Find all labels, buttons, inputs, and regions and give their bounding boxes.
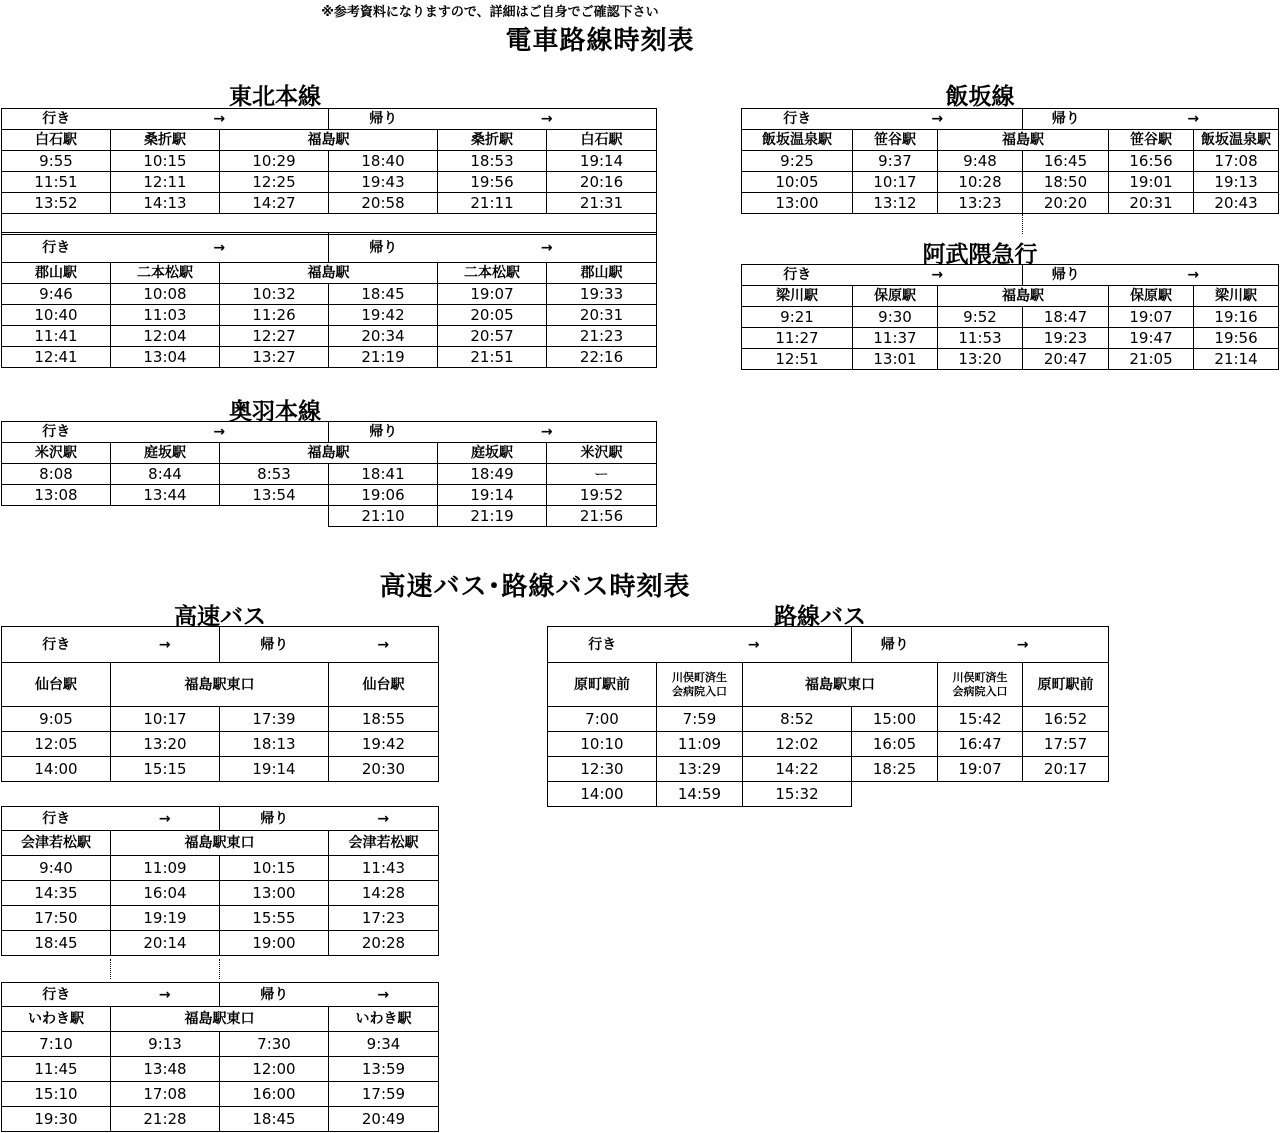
- arrow-icon: →: [853, 265, 1023, 286]
- arrow-icon: →: [657, 627, 852, 663]
- time-cell: 9:21: [742, 307, 853, 328]
- time-cell: 21:56: [547, 506, 657, 527]
- time-cell: 8:53: [220, 464, 329, 485]
- time-cell: 13:00: [220, 881, 329, 906]
- station-header: 福島駅: [220, 263, 438, 284]
- outbound-label: 行き: [2, 109, 111, 130]
- time-cell: 20:16: [547, 172, 657, 193]
- time-cell: 14:22: [743, 757, 852, 782]
- time-cell: 17:08: [1194, 151, 1279, 172]
- station-header: 飯坂温泉駅: [1194, 130, 1279, 151]
- arrow-icon: →: [111, 807, 220, 831]
- station-header: 福島駅: [220, 130, 438, 151]
- time-cell: 9:48: [938, 151, 1023, 172]
- return-label: 帰り: [220, 807, 329, 831]
- station-header: 庭坂駅: [111, 443, 220, 464]
- time-cell: 21:19: [329, 347, 438, 368]
- time-cell: 13:20: [938, 349, 1023, 370]
- return-label: 帰り: [220, 627, 329, 663]
- time-cell: 19:47: [1109, 328, 1194, 349]
- return-label: 帰り: [220, 983, 329, 1007]
- time-cell: 17:39: [220, 707, 329, 732]
- highway-bus-iwaki-timetable: [1, 982, 439, 1132]
- table-row: [2, 1107, 439, 1132]
- time-cell: 19:06: [329, 485, 438, 506]
- time-cell: 18:45: [329, 284, 438, 305]
- time-cell: 14:27: [220, 193, 329, 214]
- table-row: [742, 151, 1279, 172]
- table-row: [548, 707, 1109, 732]
- time-cell: 19:14: [547, 151, 657, 172]
- ou-line-title: 奥羽本線: [229, 399, 321, 425]
- time-cell: 17:57: [1023, 732, 1109, 757]
- time-cell: 18:49: [438, 464, 547, 485]
- time-cell: 12:02: [743, 732, 852, 757]
- time-cell: 19:56: [1194, 328, 1279, 349]
- time-cell: 11:03: [111, 305, 220, 326]
- time-cell: 20:05: [438, 305, 547, 326]
- table-row: [2, 906, 439, 931]
- table-row: [2, 464, 657, 485]
- station-header: 笹谷駅: [853, 130, 938, 151]
- time-cell: 9:46: [2, 284, 111, 305]
- return-label: 帰り: [329, 109, 438, 130]
- time-cell: 18:55: [329, 707, 439, 732]
- time-cell: 11:53: [938, 328, 1023, 349]
- station-header: 庭坂駅: [438, 443, 547, 464]
- arrow-icon: →: [438, 422, 657, 443]
- table-row: [742, 328, 1279, 349]
- time-cell: 14:00: [548, 782, 657, 807]
- time-cell: 20:20: [1023, 193, 1109, 214]
- time-cell: 9:40: [2, 856, 111, 881]
- local-bus-timetable: [547, 626, 1109, 807]
- station-header: 川俣町済生 会病院入口: [938, 663, 1023, 707]
- station-header: 仙台駅: [329, 663, 439, 707]
- time-cell: 20:58: [329, 193, 438, 214]
- station-header: 米沢駅: [547, 443, 657, 464]
- time-cell: 19:14: [438, 485, 547, 506]
- return-label: 帰り: [852, 627, 938, 663]
- abukuma-timetable: [741, 264, 1279, 370]
- time-cell: 14:35: [2, 881, 111, 906]
- station-header: 二本松駅: [438, 263, 547, 284]
- time-cell: 13:20: [111, 732, 220, 757]
- table-row: [2, 284, 657, 305]
- time-cell: 9:05: [2, 707, 111, 732]
- time-cell: 15:55: [220, 906, 329, 931]
- arrow-icon: →: [438, 109, 657, 130]
- time-cell: 20:28: [329, 931, 439, 956]
- time-cell: 11:37: [853, 328, 938, 349]
- station-header: 保原駅: [1109, 286, 1194, 307]
- highway-bus-sendai-timetable: [1, 626, 439, 782]
- time-cell: 13:44: [111, 485, 220, 506]
- highway-bus-aizu-timetable: [1, 806, 439, 956]
- time-cell: 12:41: [2, 347, 111, 368]
- arrow-icon: →: [111, 109, 329, 130]
- table-row: [2, 347, 657, 368]
- time-cell: 19:13: [1194, 172, 1279, 193]
- station-header: 仙台駅: [2, 663, 111, 707]
- continuation-dots: [110, 959, 111, 979]
- empty-cell: [2, 506, 111, 527]
- station-header: 白石駅: [547, 130, 657, 151]
- time-cell: 8:52: [743, 707, 852, 732]
- time-cell: 10:08: [111, 284, 220, 305]
- table-row: [742, 349, 1279, 370]
- empty-cell: [938, 782, 1023, 807]
- time-cell: 10:32: [220, 284, 329, 305]
- time-cell: 16:47: [938, 732, 1023, 757]
- time-cell: 13:01: [853, 349, 938, 370]
- time-cell: 20:14: [111, 931, 220, 956]
- time-cell: 11:09: [111, 856, 220, 881]
- time-cell: 18:45: [2, 931, 111, 956]
- outbound-label: 行き: [2, 627, 111, 663]
- time-cell: 10:17: [111, 707, 220, 732]
- outbound-label: 行き: [2, 983, 111, 1007]
- time-cell: 14:13: [111, 193, 220, 214]
- time-cell: 19:33: [547, 284, 657, 305]
- time-cell: 18:40: [329, 151, 438, 172]
- time-cell: 21:23: [547, 326, 657, 347]
- time-cell: 16:05: [852, 732, 938, 757]
- continuation-dots: [219, 959, 220, 979]
- time-cell: 20:43: [1194, 193, 1279, 214]
- disclaimer-note: ※参考資料になりますので、詳細はご自身でご確認下さい: [321, 5, 659, 20]
- time-cell: 21:31: [547, 193, 657, 214]
- return-label: 帰り: [329, 233, 438, 263]
- time-cell: 19:19: [111, 906, 220, 931]
- table-row: [2, 305, 657, 326]
- station-header: 米沢駅: [2, 443, 111, 464]
- empty-cell: [1023, 782, 1109, 807]
- time-cell: 11:26: [220, 305, 329, 326]
- station-header: 福島駅東口: [743, 663, 938, 707]
- arrow-icon: →: [111, 983, 220, 1007]
- time-cell: 19:42: [329, 305, 438, 326]
- time-cell: 18:45: [220, 1107, 329, 1132]
- time-cell: 17:50: [2, 906, 111, 931]
- time-cell: 16:56: [1109, 151, 1194, 172]
- time-cell: 15:42: [938, 707, 1023, 732]
- time-cell: 21:11: [438, 193, 547, 214]
- return-label: 帰り: [329, 422, 438, 443]
- time-cell: 19:56: [438, 172, 547, 193]
- time-cell: 18:47: [1023, 307, 1109, 328]
- station-header: 梁川駅: [742, 286, 853, 307]
- time-cell: 7:30: [220, 1032, 329, 1057]
- station-header: 桑折駅: [438, 130, 547, 151]
- station-header: 福島駅東口: [111, 663, 329, 707]
- table-row: [2, 757, 439, 782]
- arrow-icon: →: [1109, 265, 1279, 286]
- time-cell: 19:00: [220, 931, 329, 956]
- time-cell: 19:43: [329, 172, 438, 193]
- abukuma-express-title: 阿武隈急行: [922, 242, 1038, 268]
- time-cell: 13:12: [853, 193, 938, 214]
- station-header: 飯坂温泉駅: [742, 130, 853, 151]
- time-cell: 10:40: [2, 305, 111, 326]
- time-cell: 19:52: [547, 485, 657, 506]
- continuation-dots: [1022, 214, 1023, 234]
- arrow-icon: →: [111, 422, 329, 443]
- time-cell: 11:27: [742, 328, 853, 349]
- empty-cell: [111, 506, 220, 527]
- station-header: 福島駅: [938, 286, 1109, 307]
- time-cell: 13:59: [329, 1057, 439, 1082]
- outbound-label: 行き: [2, 422, 111, 443]
- station-header: 原町駅前: [548, 663, 657, 707]
- arrow-icon: →: [329, 627, 439, 663]
- station-header: いわき駅: [2, 1007, 111, 1032]
- tohoku-timetable-koriyama: [1, 232, 657, 368]
- station-header: 会津若松駅: [2, 831, 111, 856]
- time-cell: 8:44: [111, 464, 220, 485]
- time-cell: 8:08: [2, 464, 111, 485]
- time-cell: 21:10: [329, 506, 438, 527]
- time-cell: 10:17: [853, 172, 938, 193]
- time-cell: 10:29: [220, 151, 329, 172]
- station-header: 川俣町済生 会病院入口: [657, 663, 743, 707]
- time-cell: 19:01: [1109, 172, 1194, 193]
- table-row: [742, 172, 1279, 193]
- time-cell: 14:00: [2, 757, 111, 782]
- time-cell: 15:10: [2, 1082, 111, 1107]
- time-cell: 18:53: [438, 151, 547, 172]
- outbound-label: 行き: [548, 627, 657, 663]
- time-cell: 12:51: [742, 349, 853, 370]
- tohoku-timetable-shiroishi: [1, 108, 657, 235]
- time-cell: 16:00: [220, 1082, 329, 1107]
- outbound-label: 行き: [2, 233, 111, 263]
- time-cell: 19:07: [438, 284, 547, 305]
- time-cell: 13:27: [220, 347, 329, 368]
- time-cell: 16:04: [111, 881, 220, 906]
- arrow-icon: →: [1109, 109, 1279, 130]
- station-header: 福島駅: [938, 130, 1109, 151]
- tohoku-line-title: 東北本線: [229, 84, 321, 110]
- station-header: 会津若松駅: [329, 831, 439, 856]
- time-cell: 19:30: [2, 1107, 111, 1132]
- time-cell: 20:31: [1109, 193, 1194, 214]
- time-cell: 18:50: [1023, 172, 1109, 193]
- return-label: 帰り: [1023, 265, 1109, 286]
- time-cell: 13:29: [657, 757, 743, 782]
- time-cell: 16:52: [1023, 707, 1109, 732]
- time-cell: ー: [547, 464, 657, 485]
- time-cell: 11:41: [2, 326, 111, 347]
- time-cell: 21:14: [1194, 349, 1279, 370]
- time-cell: 19:14: [220, 757, 329, 782]
- time-cell: 7:59: [657, 707, 743, 732]
- time-cell: 18:13: [220, 732, 329, 757]
- time-cell: 10:15: [111, 151, 220, 172]
- time-cell: 9:25: [742, 151, 853, 172]
- time-cell: 10:10: [548, 732, 657, 757]
- train-timetable-title: 電車路線時刻表: [505, 26, 695, 56]
- time-cell: 17:08: [111, 1082, 220, 1107]
- time-cell: 19:16: [1194, 307, 1279, 328]
- bus-timetable-title: 高速バス･路線バス時刻表: [379, 572, 691, 602]
- table-row: [2, 151, 657, 172]
- time-cell: 20:30: [329, 757, 439, 782]
- station-header: いわき駅: [329, 1007, 439, 1032]
- time-cell: 9:30: [853, 307, 938, 328]
- time-cell: 17:23: [329, 906, 439, 931]
- table-row: [2, 485, 657, 506]
- outbound-label: 行き: [2, 807, 111, 831]
- arrow-icon: →: [438, 233, 657, 263]
- time-cell: 20:49: [329, 1107, 439, 1132]
- arrow-icon: →: [938, 627, 1109, 663]
- table-row: [2, 1082, 439, 1107]
- outbound-label: 行き: [742, 109, 853, 130]
- station-header: 保原駅: [853, 286, 938, 307]
- arrow-icon: →: [329, 983, 439, 1007]
- iizaka-line-title: 飯坂線: [945, 84, 1015, 110]
- time-cell: 9:34: [329, 1032, 439, 1057]
- time-cell: 21:05: [1109, 349, 1194, 370]
- station-header: 郡山駅: [547, 263, 657, 284]
- arrow-icon: →: [329, 807, 439, 831]
- time-cell: 13:48: [111, 1057, 220, 1082]
- time-cell: 19:42: [329, 732, 439, 757]
- time-cell: 13:52: [2, 193, 111, 214]
- table-row: [2, 732, 439, 757]
- time-cell: 13:04: [111, 347, 220, 368]
- table-row: [2, 1057, 439, 1082]
- time-cell: 11:43: [329, 856, 439, 881]
- empty-cell: [852, 782, 938, 807]
- table-row: [2, 193, 657, 214]
- time-cell: 13:00: [742, 193, 853, 214]
- time-cell: 9:13: [111, 1032, 220, 1057]
- table-row: [2, 856, 439, 881]
- station-header: 梁川駅: [1194, 286, 1279, 307]
- time-cell: 12:04: [111, 326, 220, 347]
- time-cell: 21:19: [438, 506, 547, 527]
- time-cell: 18:25: [852, 757, 938, 782]
- station-header: 二本松駅: [111, 263, 220, 284]
- station-header: 郡山駅: [2, 263, 111, 284]
- time-cell: 22:16: [547, 347, 657, 368]
- arrow-icon: →: [111, 627, 220, 663]
- time-cell: 19:23: [1023, 328, 1109, 349]
- time-cell: 17:59: [329, 1082, 439, 1107]
- time-cell: 12:11: [111, 172, 220, 193]
- time-cell: 19:07: [1109, 307, 1194, 328]
- time-cell: 21:28: [111, 1107, 220, 1132]
- table-row: [2, 881, 439, 906]
- time-cell: 10:05: [742, 172, 853, 193]
- arrow-icon: →: [111, 233, 329, 263]
- time-cell: 20:34: [329, 326, 438, 347]
- time-cell: 7:10: [2, 1032, 111, 1057]
- time-cell: 14:28: [329, 881, 439, 906]
- time-cell: 12:25: [220, 172, 329, 193]
- time-cell: 12:30: [548, 757, 657, 782]
- time-cell: 20:31: [547, 305, 657, 326]
- table-row: [2, 506, 657, 527]
- time-cell: 18:41: [329, 464, 438, 485]
- time-cell: 20:57: [438, 326, 547, 347]
- return-label: 帰り: [1023, 109, 1109, 130]
- table-row: [548, 782, 1109, 807]
- time-cell: 12:05: [2, 732, 111, 757]
- station-header: 福島駅: [220, 443, 438, 464]
- time-cell: 9:52: [938, 307, 1023, 328]
- empty-cell: [220, 506, 329, 527]
- iizaka-timetable: [741, 108, 1279, 214]
- time-cell: 13:54: [220, 485, 329, 506]
- time-cell: 12:27: [220, 326, 329, 347]
- time-cell: 12:00: [220, 1057, 329, 1082]
- time-cell: 9:37: [853, 151, 938, 172]
- time-cell: 7:00: [548, 707, 657, 732]
- time-cell: 10:15: [220, 856, 329, 881]
- station-header: 白石駅: [2, 130, 111, 151]
- time-cell: 11:09: [657, 732, 743, 757]
- table-row: [2, 931, 439, 956]
- outbound-label: 行き: [742, 265, 853, 286]
- time-cell: 20:47: [1023, 349, 1109, 370]
- local-bus-title: 路線バス: [774, 604, 866, 630]
- time-cell: 15:32: [743, 782, 852, 807]
- table-row: [742, 307, 1279, 328]
- table-row: [548, 757, 1109, 782]
- station-header: 笹谷駅: [1109, 130, 1194, 151]
- time-cell: 14:59: [657, 782, 743, 807]
- station-header: 福島駅東口: [111, 831, 329, 856]
- time-cell: 15:15: [111, 757, 220, 782]
- table-row: [742, 193, 1279, 214]
- table-row: [2, 172, 657, 193]
- station-header: 原町駅前: [1023, 663, 1109, 707]
- time-cell: 19:07: [938, 757, 1023, 782]
- time-cell: 15:00: [852, 707, 938, 732]
- time-cell: 11:45: [2, 1057, 111, 1082]
- time-cell: 11:51: [2, 172, 111, 193]
- arrow-icon: →: [853, 109, 1023, 130]
- time-cell: 16:45: [1023, 151, 1109, 172]
- station-header: 福島駅東口: [111, 1007, 329, 1032]
- time-cell: 9:55: [2, 151, 111, 172]
- table-row: [2, 707, 439, 732]
- station-header: 桑折駅: [111, 130, 220, 151]
- time-cell: 21:51: [438, 347, 547, 368]
- time-cell: 13:08: [2, 485, 111, 506]
- time-cell: 10:28: [938, 172, 1023, 193]
- ou-timetable: [1, 421, 657, 527]
- table-row: [548, 732, 1109, 757]
- table-row: [2, 1032, 439, 1057]
- time-cell: 20:17: [1023, 757, 1109, 782]
- time-cell: 13:23: [938, 193, 1023, 214]
- table-row: [2, 326, 657, 347]
- highway-bus-title: 高速バス: [174, 604, 266, 630]
